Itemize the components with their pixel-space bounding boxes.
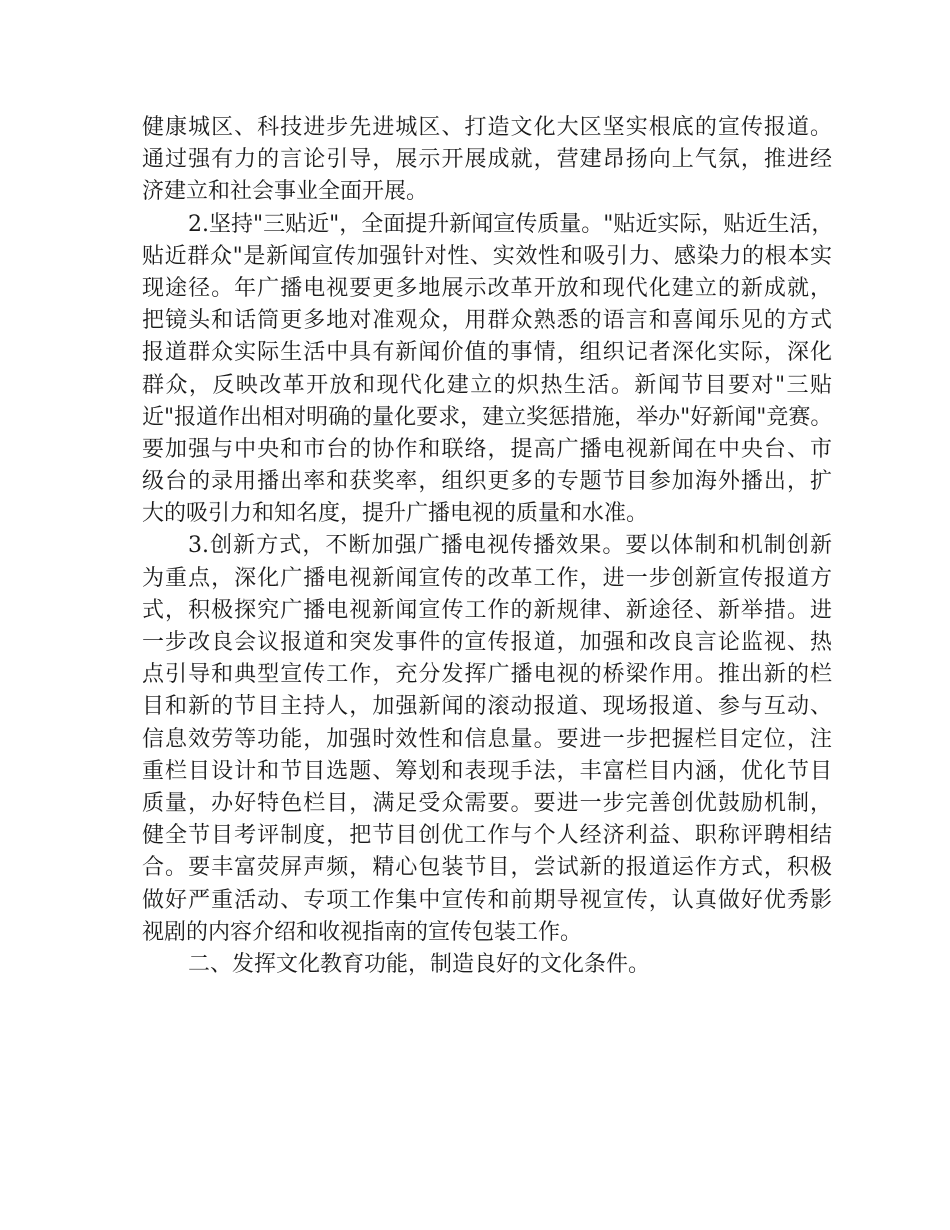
text-line: 目和新的节目主持人，加强新闻的滚动报道、现场报道、参与互动、	[142, 694, 832, 720]
text-line: 近"报道作出相对明确的量化要求，建立奖惩措施，举办"好新闻"竞赛。	[142, 404, 833, 430]
text-line: 质量，办好特色栏目，满足受众需要。要进一步完善创优鼓励机制，	[142, 790, 832, 816]
text-line: 信息效劳等功能，加强时效性和信息量。要进一步把握栏目定位，注	[142, 726, 832, 752]
text-line: 现途径。年广播电视要更多地展示改革开放和现代化建立的新成就，	[142, 275, 832, 301]
text-line: 通过强有力的言论引导，展示开展成就，营建昂扬向上气氛，推进经	[142, 147, 832, 173]
text-line: 式，积极探究广播电视新闻宣传工作的新规律、新途径、新举措。进	[142, 597, 832, 623]
text-line: 做好严重活动、专项工作集中宣传和前期导视宣传，认真做好优秀影	[142, 887, 832, 913]
text-line: 3.创新方式，不断加强广播电视传播效果。要以体制和机制创新	[188, 533, 832, 559]
text-line: 级台的录用播出率和获奖率，组织更多的专题节目参加海外播出，扩	[142, 469, 832, 495]
text-line: 重栏目设计和节目选题、筹划和表现手法，丰富栏目内涵，优化节目	[142, 758, 832, 784]
text-line: 把镜头和话筒更多地对准观众，用群众熟悉的语言和喜闻乐见的方式	[142, 308, 832, 334]
text-line: 济建立和社会事业全面开展。	[142, 179, 429, 205]
text-line: 合。要丰富荧屏声频，精心包装节目，尝试新的报道运作方式，积极	[142, 855, 832, 881]
text-line: 2.坚持"三贴近"，全面提升新闻宣传质量。"贴近实际，贴近生活，	[188, 211, 834, 237]
section-heading: 二、发挥文化教育功能，制造良好的文化条件。	[188, 951, 651, 977]
text-line: 群众，反映改革开放和现代化建立的炽热生活。新闻节目要对"三贴	[142, 372, 832, 398]
text-line: 大的吸引力和知名度，提升广播电视的质量和水准。	[142, 501, 649, 527]
text-line: 点引导和典型宣传工作，充分发挥广播电视的桥梁作用。推出新的栏	[142, 662, 832, 688]
text-line: 为重点，深化广播电视新闻宣传的改革工作，进一步创新宣传报道方	[142, 565, 832, 591]
text-line: 健全节目考评制度，把节目创优工作与个人经济利益、职称评聘相结	[142, 823, 832, 849]
text-line: 视剧的内容介绍和收视指南的宣传包装工作。	[142, 919, 583, 945]
text-line: 贴近群众"是新闻宣传加强针对性、实效性和吸引力、感染力的根本实	[142, 243, 832, 269]
text-line: 报道群众实际生活中具有新闻价值的事情，组织记者深化实际，深化	[142, 340, 832, 366]
text-line: 健康城区、科技进步先进城区、打造文化大区坚实根底的宣传报道。	[142, 115, 832, 140]
body-text	[142, 112, 832, 981]
text-line: 要加强与中央和市台的协作和联络，提高广播电视新闻在中央台、市	[142, 436, 832, 462]
text-line: 一步改良会议报道和突发事件的宣传报道，加强和改良言论监视、热	[142, 630, 832, 655]
